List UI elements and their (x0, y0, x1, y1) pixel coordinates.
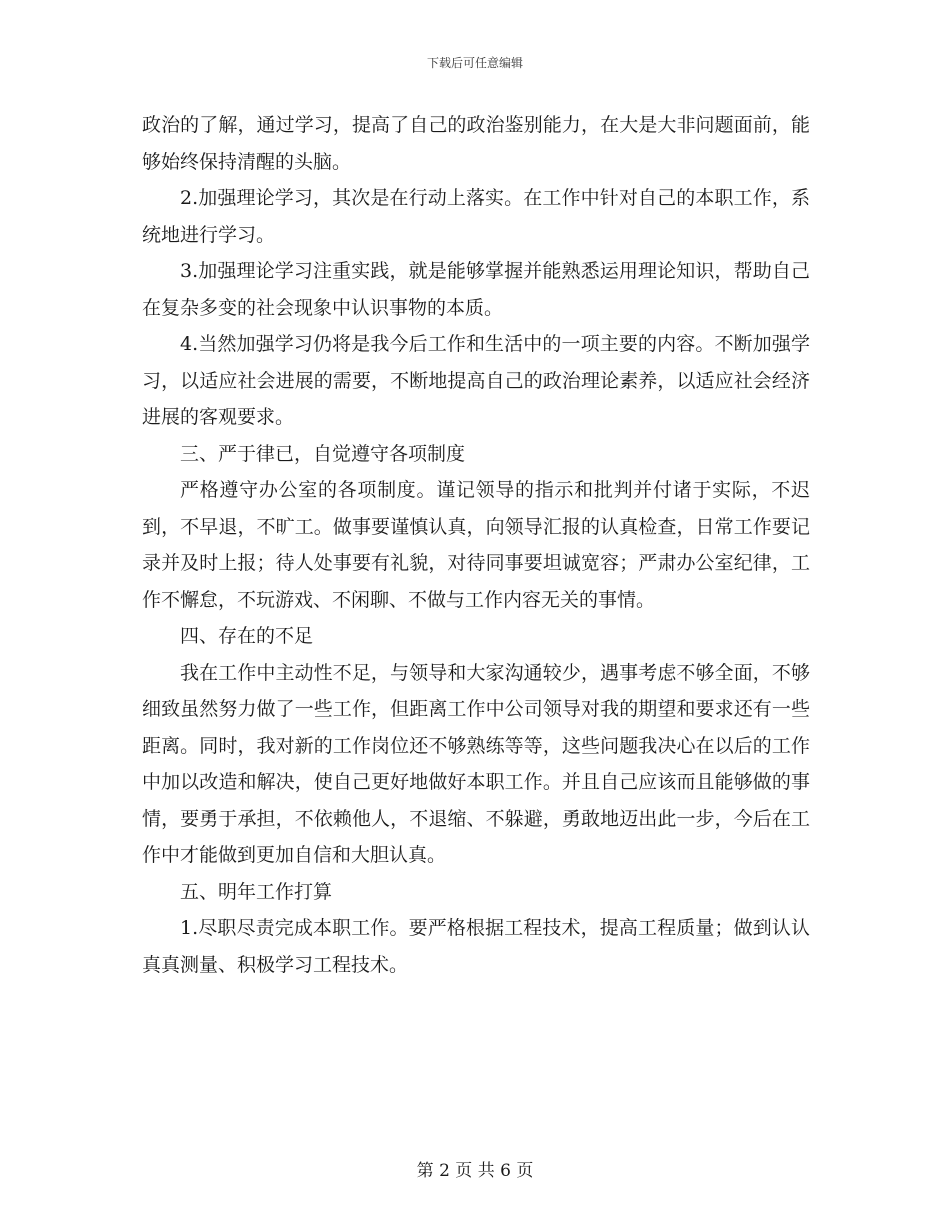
paragraph-continuation: 政治的了解，通过学习，提高了自己的政治鉴别能力，在大是大非问题面前，能够始终保持清醒的头脑。 (142, 114, 810, 173)
section-heading-5: 五、明年工作打算 (180, 880, 333, 903)
paragraph-shortcomings: 我在工作中主动性不足，与领导和大家沟通较少，遇事考虑不够全面，不够细致虽然努力做了一些工作，但距离工作中公司领导对我的期望和要求还有一些距离。同时，我对新的工作岗位还不够熟练等等，这些问题我决心在以后的工作中加以改造和解决，使自己更好地做好本职工作。并且自己应该而且能够做的事情，要勇于承担，不依赖他人，不退缩、不躲避，勇敢地迈出此一步，今后在工作中才能做到更加自信和大胆认真。 (142, 661, 810, 866)
page-header: 下载后可任意编辑 (426, 56, 523, 70)
page-number: 第 2 页 共 6 页 (416, 1161, 534, 1181)
document-body (142, 107, 810, 983)
section-heading-4: 四、存在的不足 (180, 625, 314, 647)
paragraph-discipline: 严格遵守办公室的各项制度。谨记领导的指示和批判并付诸于实际，不迟到，不早退，不旷工。做事要谨慎认真，向领导汇报的认真检查，日常工作要记录并及时上报；待人处事要有礼貌，对待同事要坦诚宽容；严肃办公室纪律，工作不懈怠，不玩游戏、不闲聊、不做与工作内容无关的事情。 (142, 479, 810, 611)
section-heading-3: 三、严于律已，自觉遵守各项制度 (180, 442, 466, 465)
paragraph-item-4: 4.当然加强学习仍将是我今后工作和生活中的一项主要的内容。不断加强学习，以适应社会进展的需要，不断地提高自己的政治理论素养，以适应社会经济进展的客观要求。 (142, 333, 810, 428)
paragraph-item-3: 3.加强理论学习注重实践，就是能够掌握并能熟悉运用理论知识，帮助自己在复杂多变的社会现象中认识事物的本质。 (142, 260, 810, 319)
paragraph-item-2: 2.加强理论学习，其次是在行动上落实。在工作中针对自己的本职工作，系统地进行学习。 (142, 187, 810, 246)
paragraph-plan-1: 1.尽职尽责完成本职工作。要严格根据工程技术，提高工程质量；做到认认真真测量、积极学习工程技术。 (142, 917, 810, 976)
